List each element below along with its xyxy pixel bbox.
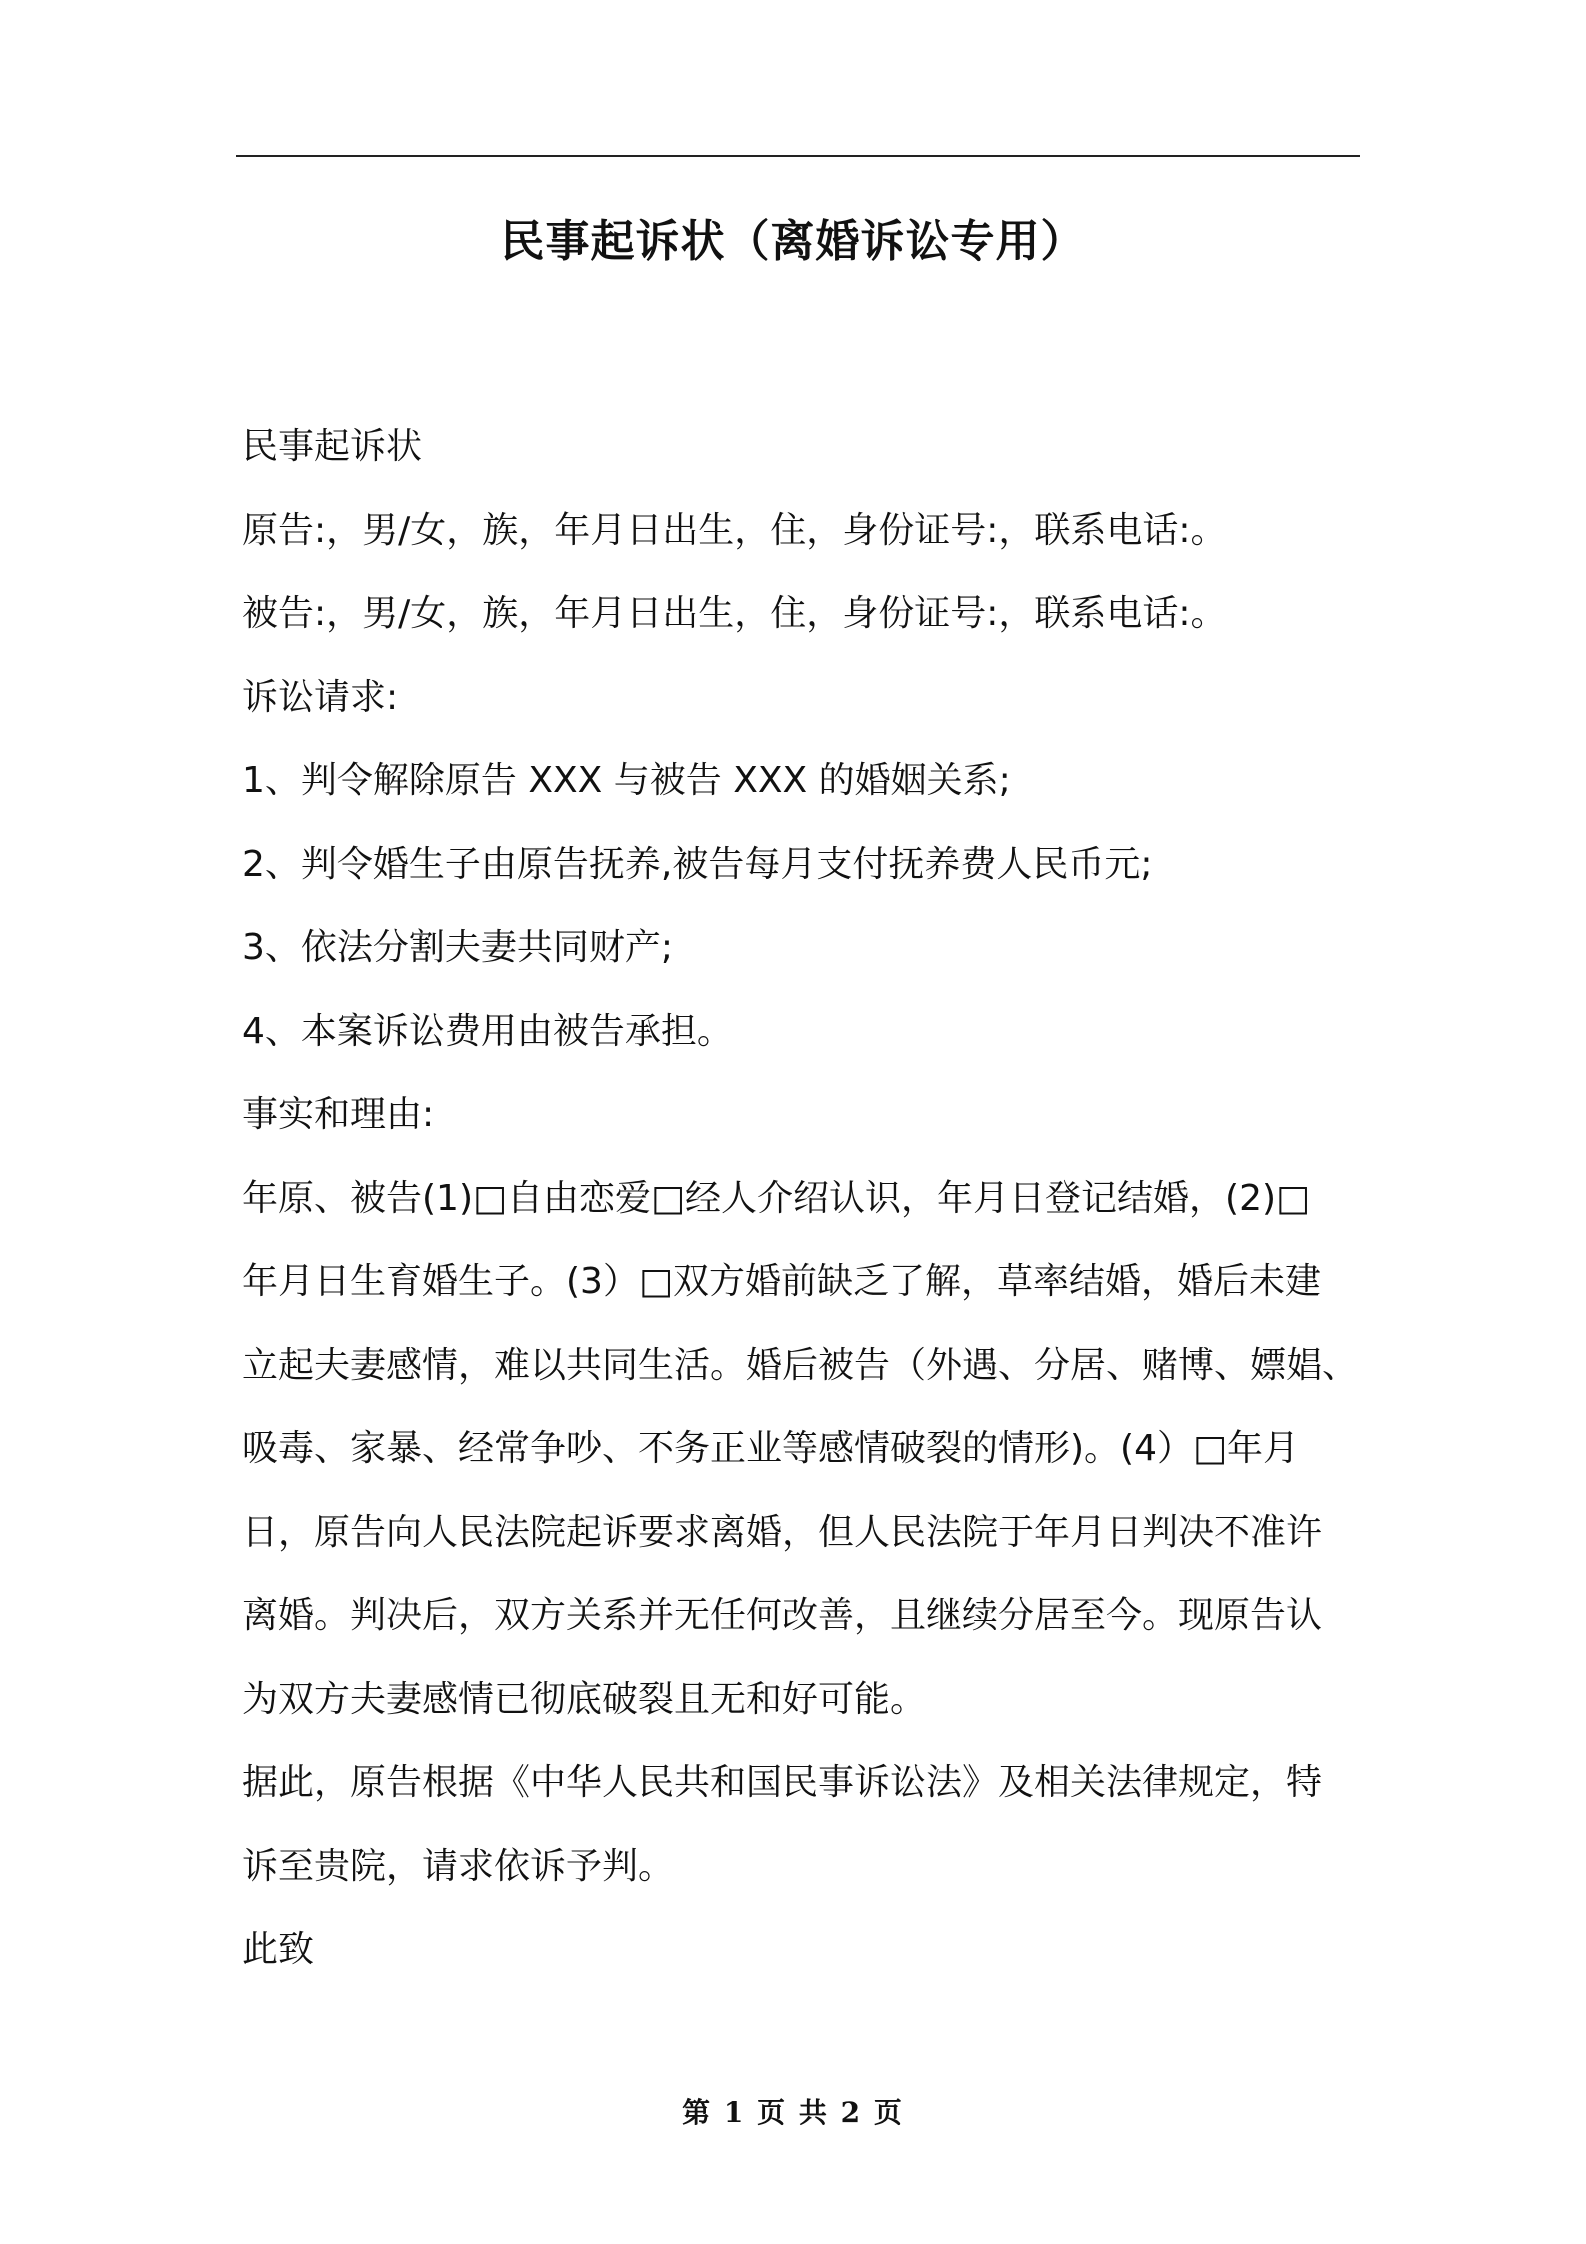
body-line-basis-1: 据此，原告根据《中华人民共和国民事诉讼法》及相关法律规定，特: [242, 1762, 1323, 1803]
body-line-closing: 此致: [242, 1929, 315, 1970]
body-line-facts-2: 年月日生育婚生子。(3）□双方婚前缺乏了解，草率结婚，婚后未建: [242, 1261, 1321, 1302]
body-line-facts-1: 年原、被告(1)□自由恋爱□经人介绍认识，年月日登记结婚，(2)□: [242, 1177, 1311, 1219]
body-line-heading: 民事起诉状: [242, 426, 423, 467]
body-line-basis-2: 诉至贵院，请求依诉予判。: [242, 1845, 675, 1887]
body-line-facts-7: 为双方夫妻感情已彻底破裂且无和好可能。: [242, 1678, 927, 1720]
body-line-facts-5: 日，原告向人民法院起诉要求离婚，但人民法院于年月日判决不准许: [242, 1511, 1323, 1553]
body-line-claim-2: 2、判令婚生子由原告抚养,被告每月支付抚养费人民币元;: [242, 843, 1153, 885]
body-line-claim-3: 3、依法分割夫妻共同财产;: [242, 927, 674, 968]
body-line-defendant: 被告:，男/女，族，年月日出生，住，身份证号:，联系电话:。: [242, 593, 1227, 634]
body-line-facts-6: 离婚。判决后，双方关系并无任何改善，且继续分居至今。现原告认: [242, 1595, 1323, 1636]
body-line-facts-3: 立起夫妻感情，难以共同生活。婚后被告（外遇、分居、赌博、嫖娼、: [242, 1344, 1359, 1386]
body-line-claim-4: 4、本案诉讼费用由被告承担。: [242, 1010, 733, 1052]
body-line-facts-4: 吸毒、家暴、经常争吵、不务正业等感情破裂的情形)。(4）□年月: [242, 1428, 1300, 1469]
header-rule: [236, 155, 1360, 157]
document-title: 民事起诉状（离婚诉讼专用）: [500, 216, 1086, 267]
body-line-plaintiff: 原告:，男/女，族，年月日出生，住，身份证号:，联系电话:。: [242, 509, 1227, 551]
body-line-claims-heading: 诉讼请求:: [242, 676, 399, 718]
body-line-claim-1: 1、判令解除原告 XXX 与被告 XXX 的婚姻关系;: [242, 760, 1011, 801]
document-body: [242, 405, 1362, 1992]
page-number: 第 1 页 共 2 页: [682, 2096, 904, 2129]
body-line-facts-heading: 事实和理由:: [242, 1094, 435, 1135]
